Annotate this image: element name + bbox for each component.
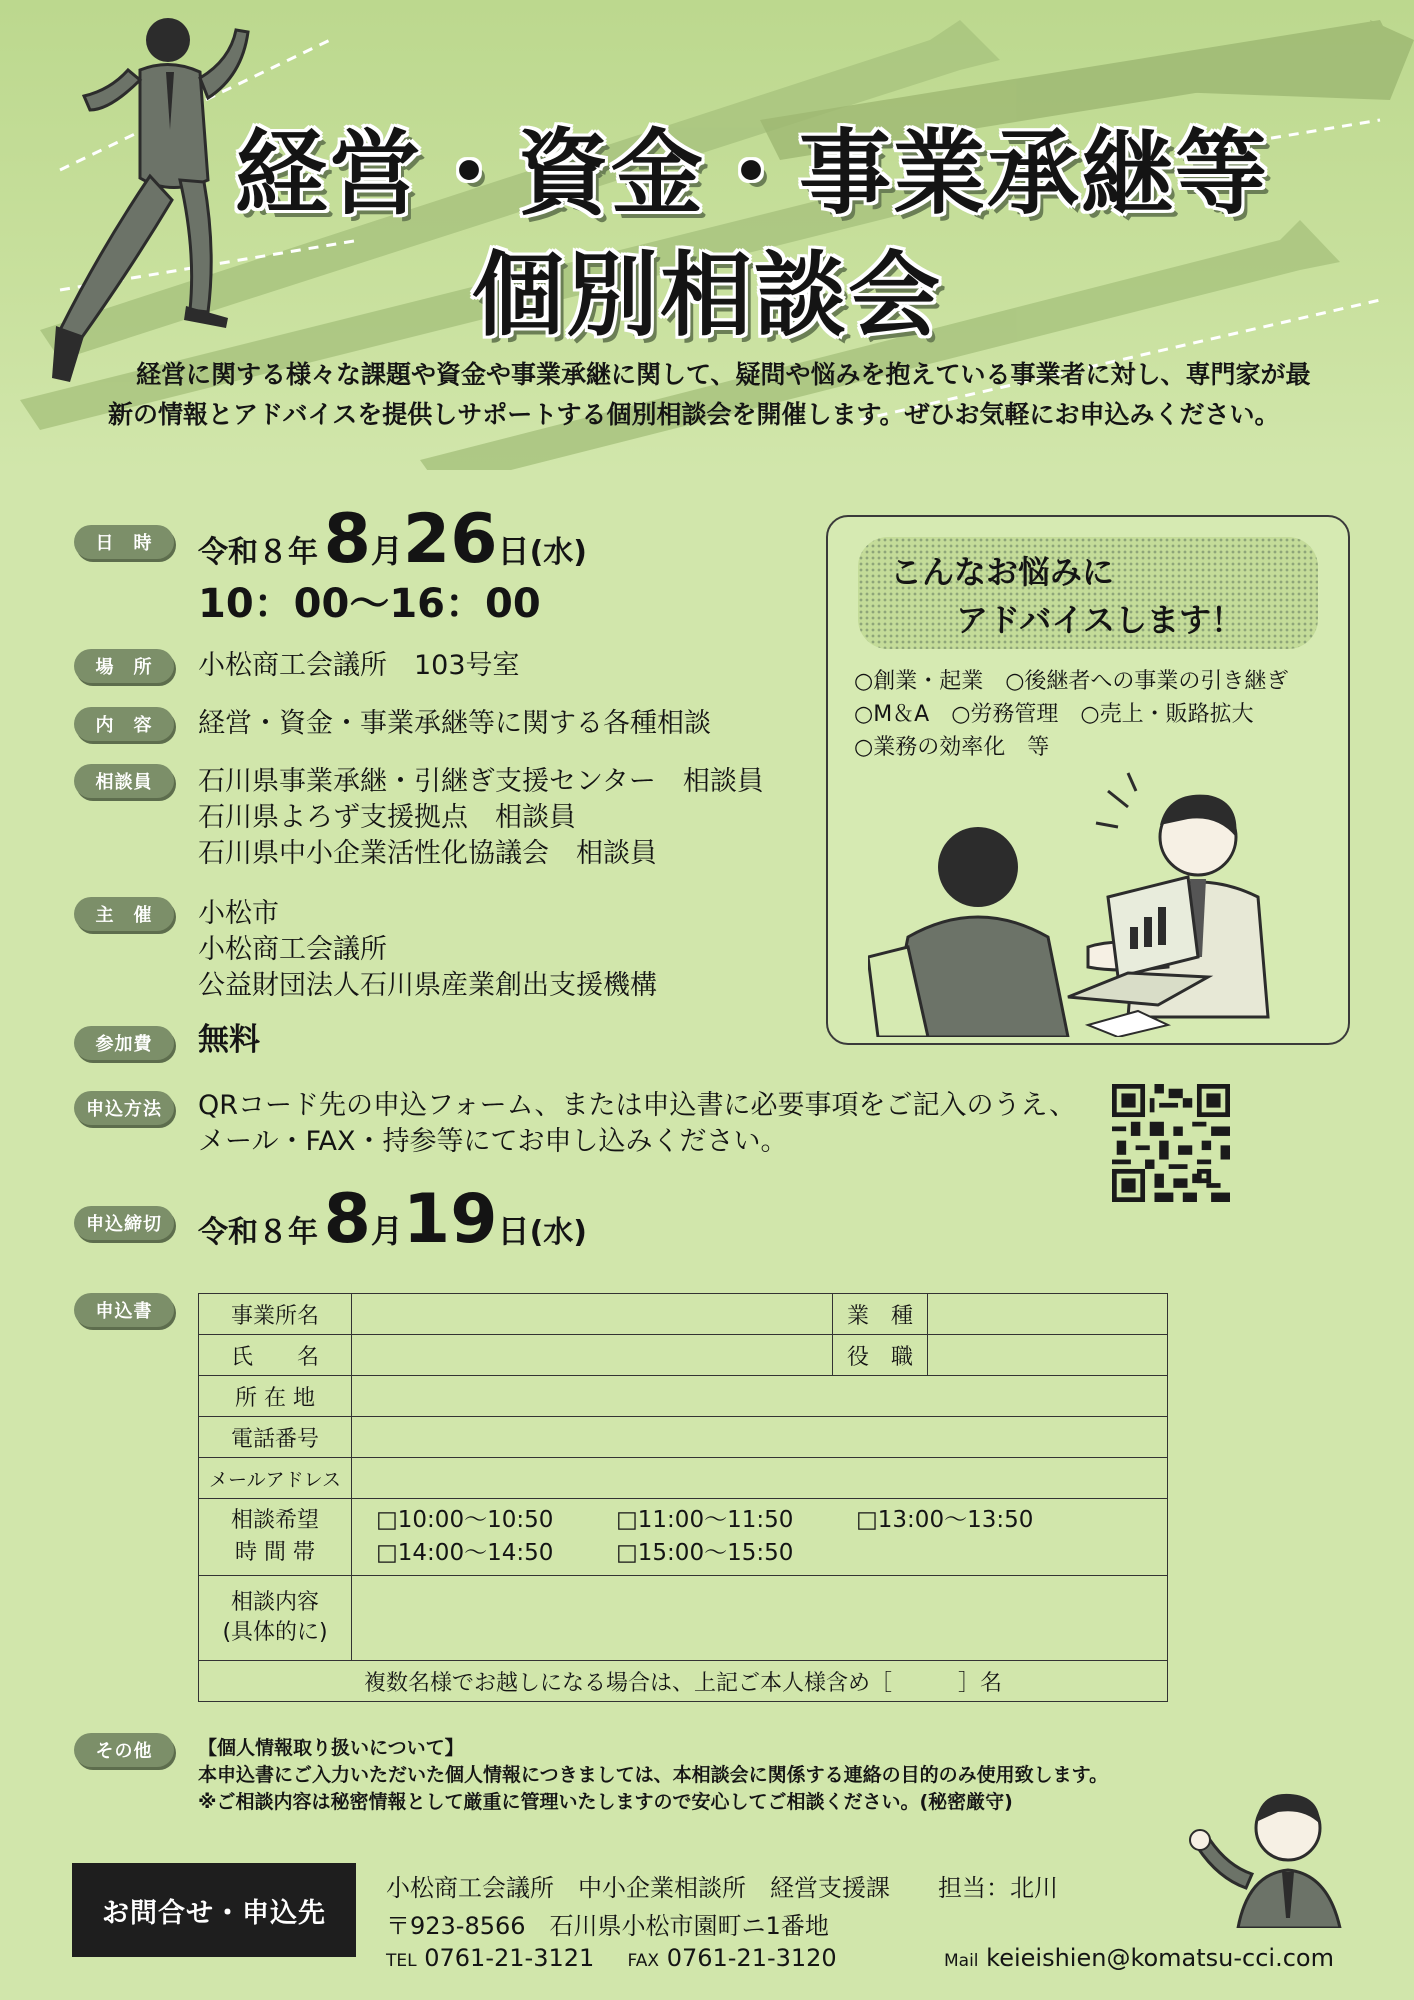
- name-field[interactable]: [352, 1335, 833, 1376]
- apply-method-line: QRコード先の申込フォーム、または申込書に必要事項をご記入のうえ、: [198, 1090, 1077, 1121]
- label-deadline: 申込締切: [74, 1206, 174, 1240]
- timeslot-checkbox[interactable]: □11:00〜11:50: [616, 1507, 794, 1533]
- event-era: 令和８年: [198, 535, 318, 570]
- deadline-month: 8: [323, 1180, 371, 1259]
- tel-number[interactable]: 0761-21-3121: [424, 1944, 595, 1972]
- event-day-unit: 日: [497, 532, 530, 570]
- detail-field[interactable]: [352, 1576, 1168, 1661]
- event-weekday: (水): [529, 535, 587, 570]
- form-label-position: 役 職: [833, 1335, 928, 1376]
- contact-mail-line: [944, 1944, 1334, 1972]
- organizer-item: 公益財団法人石川県産業創出支援機構: [198, 970, 657, 1001]
- form-label-address: 所 在 地: [199, 1376, 352, 1417]
- advisor-item: 石川県中小企業活性化協議会 相談員: [198, 838, 657, 869]
- form-label-email: メールアドレス: [199, 1458, 352, 1499]
- deadline-date: [198, 1180, 587, 1259]
- event-day: 26: [402, 500, 498, 579]
- deadline-day-unit: 日: [497, 1212, 530, 1250]
- organizers-list: [198, 896, 657, 1004]
- advisor-item: 石川県よろず支援拠点 相談員: [198, 802, 576, 833]
- consultation-illustration: [868, 767, 1318, 1037]
- content-value: 経営・資金・事業承継等に関する各種相談: [198, 708, 711, 739]
- title-line-2: 個別相談会: [471, 242, 942, 349]
- deadline-month-unit: 月: [370, 1212, 403, 1250]
- title-line-1: 経営・資金・事業承継等: [234, 120, 1269, 227]
- form-label-timeslot: [199, 1499, 352, 1576]
- venue-value: 小松商工会議所 103号室: [198, 650, 520, 681]
- contact-label-box: お問合せ・申込先: [72, 1863, 356, 1957]
- qr-code[interactable]: [1112, 1084, 1230, 1202]
- event-month: 8: [323, 500, 371, 579]
- fax-number: 0761-21-3120: [666, 1944, 837, 1972]
- advice-item: ○業務の効率化 等: [854, 735, 1050, 760]
- timeslot-options: [352, 1499, 1168, 1576]
- deadline-day: 19: [402, 1180, 498, 1259]
- advice-heading-1: こんなお悩みに: [890, 553, 1115, 591]
- label-form: 申込書: [74, 1293, 174, 1327]
- organizer-item: 小松商工会議所: [198, 934, 387, 965]
- detail-label-1: 相談内容: [231, 1590, 320, 1615]
- form-label-name: 氏 名: [199, 1335, 352, 1376]
- deadline-era: 令和８年: [198, 1215, 318, 1250]
- apply-method-line: メール・FAX・持参等にてお申し込みください。: [198, 1126, 788, 1157]
- email-field[interactable]: [352, 1458, 1168, 1499]
- position-field[interactable]: [928, 1335, 1168, 1376]
- mail-address[interactable]: keieishien@komatsu-cci.com: [986, 1944, 1334, 1972]
- label-apply-method: 申込方法: [74, 1091, 174, 1125]
- privacy-notes: [198, 1735, 1108, 1816]
- advisors-list: [198, 764, 764, 872]
- apply-method-text: [198, 1088, 1076, 1160]
- label-advisors: 相談員: [74, 764, 174, 798]
- label-other: その他: [74, 1733, 174, 1767]
- business-name-field[interactable]: [352, 1294, 833, 1335]
- privacy-line: 本申込書にご入力いただいた個人情報につきましては、本相談会に関係する連絡の目的のみ使用致します。: [198, 1764, 1109, 1786]
- timeslot-checkbox[interactable]: □13:00〜13:50: [856, 1507, 1034, 1533]
- contact-phone-line: [386, 1944, 837, 1972]
- advice-box: [826, 515, 1350, 1045]
- fax-label: FAX: [627, 1951, 660, 1971]
- application-form: [198, 1293, 1168, 1702]
- timeslot-label-2: 時 間 帯: [235, 1540, 316, 1565]
- form-label-detail: [199, 1576, 352, 1661]
- address-field[interactable]: [352, 1376, 1168, 1417]
- advice-heading-2: アドバイスします！: [956, 601, 1244, 639]
- label-content: 内 容: [74, 707, 174, 741]
- privacy-line: ※ご相談内容は秘密情報として厳重に管理いたしますので安心してご相談ください。(秘密厳守): [198, 1791, 1013, 1813]
- detail-label-2: (具体的に): [222, 1620, 328, 1645]
- deadline-weekday: (水): [529, 1215, 587, 1250]
- label-schedule: 日 時: [74, 525, 174, 559]
- label-organizers: 主 催: [74, 897, 174, 931]
- advice-items: [854, 665, 1288, 764]
- advice-item: ○創業・起業 ○後継者への事業の引き継ぎ: [854, 669, 1289, 694]
- multi-person-note: 複数名様でお越しになる場合は、上記ご本人様含め［ ］名: [199, 1661, 1168, 1702]
- contact-address: 〒923-8566 石川県小松市園町ニ1番地: [386, 1912, 829, 1940]
- fee-value: 無料: [198, 1022, 260, 1058]
- timeslot-checkbox[interactable]: □14:00〜14:50: [376, 1540, 554, 1566]
- timeslot-label-1: 相談希望: [231, 1508, 320, 1533]
- intro-text: 経営に関する様々な課題や資金や事業承継に関して、疑問や悩みを抱えている事業者に対し、専門家が最新の情報とアドバイスを提供しサポートする個別相談会を開催します。ぜひお気軽にお申込みください。: [108, 360, 1311, 429]
- contact-org: 小松商工会議所 中小企業相談所 経営支援課 担当：北川: [386, 1874, 1058, 1902]
- phone-field[interactable]: [352, 1417, 1168, 1458]
- timeslot-checkbox[interactable]: □10:00〜10:50: [376, 1507, 554, 1533]
- organizer-item: 小松市: [198, 898, 279, 929]
- privacy-heading: 【個人情報取り扱いについて】: [198, 1737, 464, 1759]
- event-date: [198, 500, 587, 579]
- event-time: 10：00〜16：00: [198, 581, 541, 627]
- staff-illustration: [1168, 1778, 1368, 1928]
- industry-field[interactable]: [928, 1294, 1168, 1335]
- label-fee: 参加費: [74, 1026, 174, 1060]
- form-label-phone: 電話番号: [199, 1417, 352, 1458]
- timeslot-checkbox[interactable]: □15:00〜15:50: [616, 1540, 794, 1566]
- form-label-industry: 業 種: [833, 1294, 928, 1335]
- tel-label: TEL: [386, 1951, 417, 1971]
- form-label-business-name: 事業所名: [199, 1294, 352, 1335]
- advice-item: ○M＆A ○労務管理 ○売上・販路拡大: [854, 702, 1254, 727]
- advisor-item: 石川県事業承継・引継ぎ支援センター 相談員: [198, 766, 764, 797]
- event-month-unit: 月: [370, 532, 403, 570]
- mail-label: Mail: [944, 1951, 979, 1971]
- label-venue: 場 所: [74, 649, 174, 683]
